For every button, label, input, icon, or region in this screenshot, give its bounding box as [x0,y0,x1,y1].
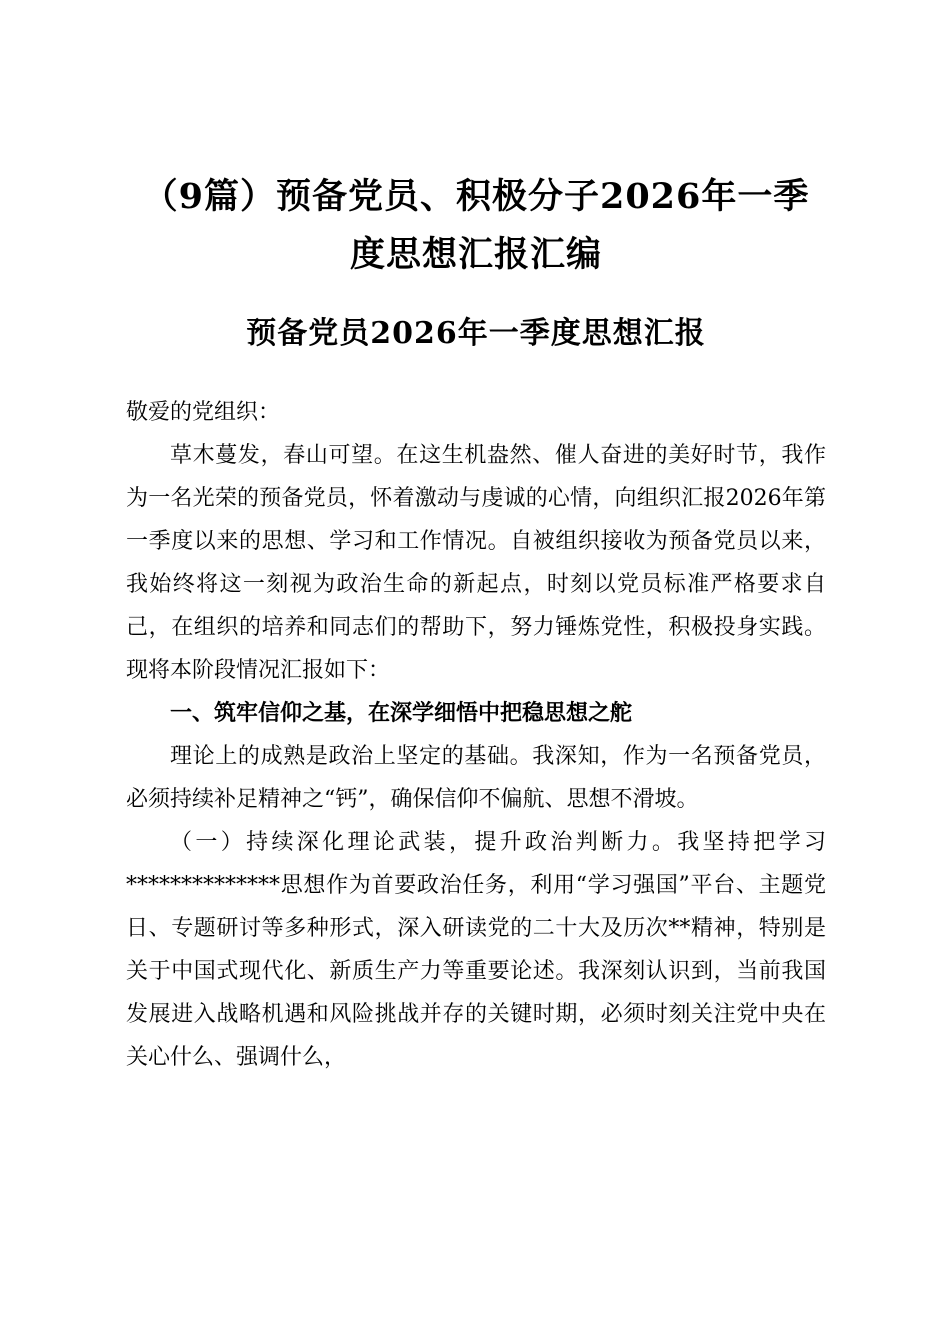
salutation: 敬爱的党组织： [126,399,281,425]
body-paragraph: 理论上的成熟是政治上坚定的基础。我深知，作为一名预备党员，必须持续补足精神之“钙”，确保信仰不偏航、思想不滑坡。 [126,743,826,812]
body-paragraph: （一）持续深化理论武装，提升政治判断力。我坚持把学习**************思想作为首要政治任务，利用“学习强国”平台、主题党日、专题研讨等多种形式，深入研读党的二十大及历次**精神，特别是关于中国式现代化、新质生产力等重要论述。我深刻认识到，当前我国发展进入战略机遇和风险挑战并存的关键时期，必须时刻关注党中央在关心什么、强调什么， [126,829,826,1070]
section-heading: 一、筑牢信仰之基，在深学细悟中把稳思想之舵 [170,699,633,726]
document-title: （9篇）预备党员、积极分子2026年一季度思想汇报汇编 [142,176,810,275]
document-subtitle: 预备党员2026年一季度思想汇报 [246,315,706,351]
body-paragraph: 草木蔓发，春山可望。在这生机盎然、催人奋进的美好时节，我作为一名光荣的预备党员，怀着激动与虔诚的心情，向组织汇报2026年第一季度以来的思想、学习和工作情况。自被组织接收为预备党员以来，我始终将这一刻视为政治生命的新起点，时刻以党员标准严格要求自己，在组织的培养和同志们的帮助下，努力锤炼党性，积极投身实践。现将本阶段情况汇报如下： [126,442,826,683]
paragraph-list [126,434,826,1079]
document-body [126,391,826,1079]
